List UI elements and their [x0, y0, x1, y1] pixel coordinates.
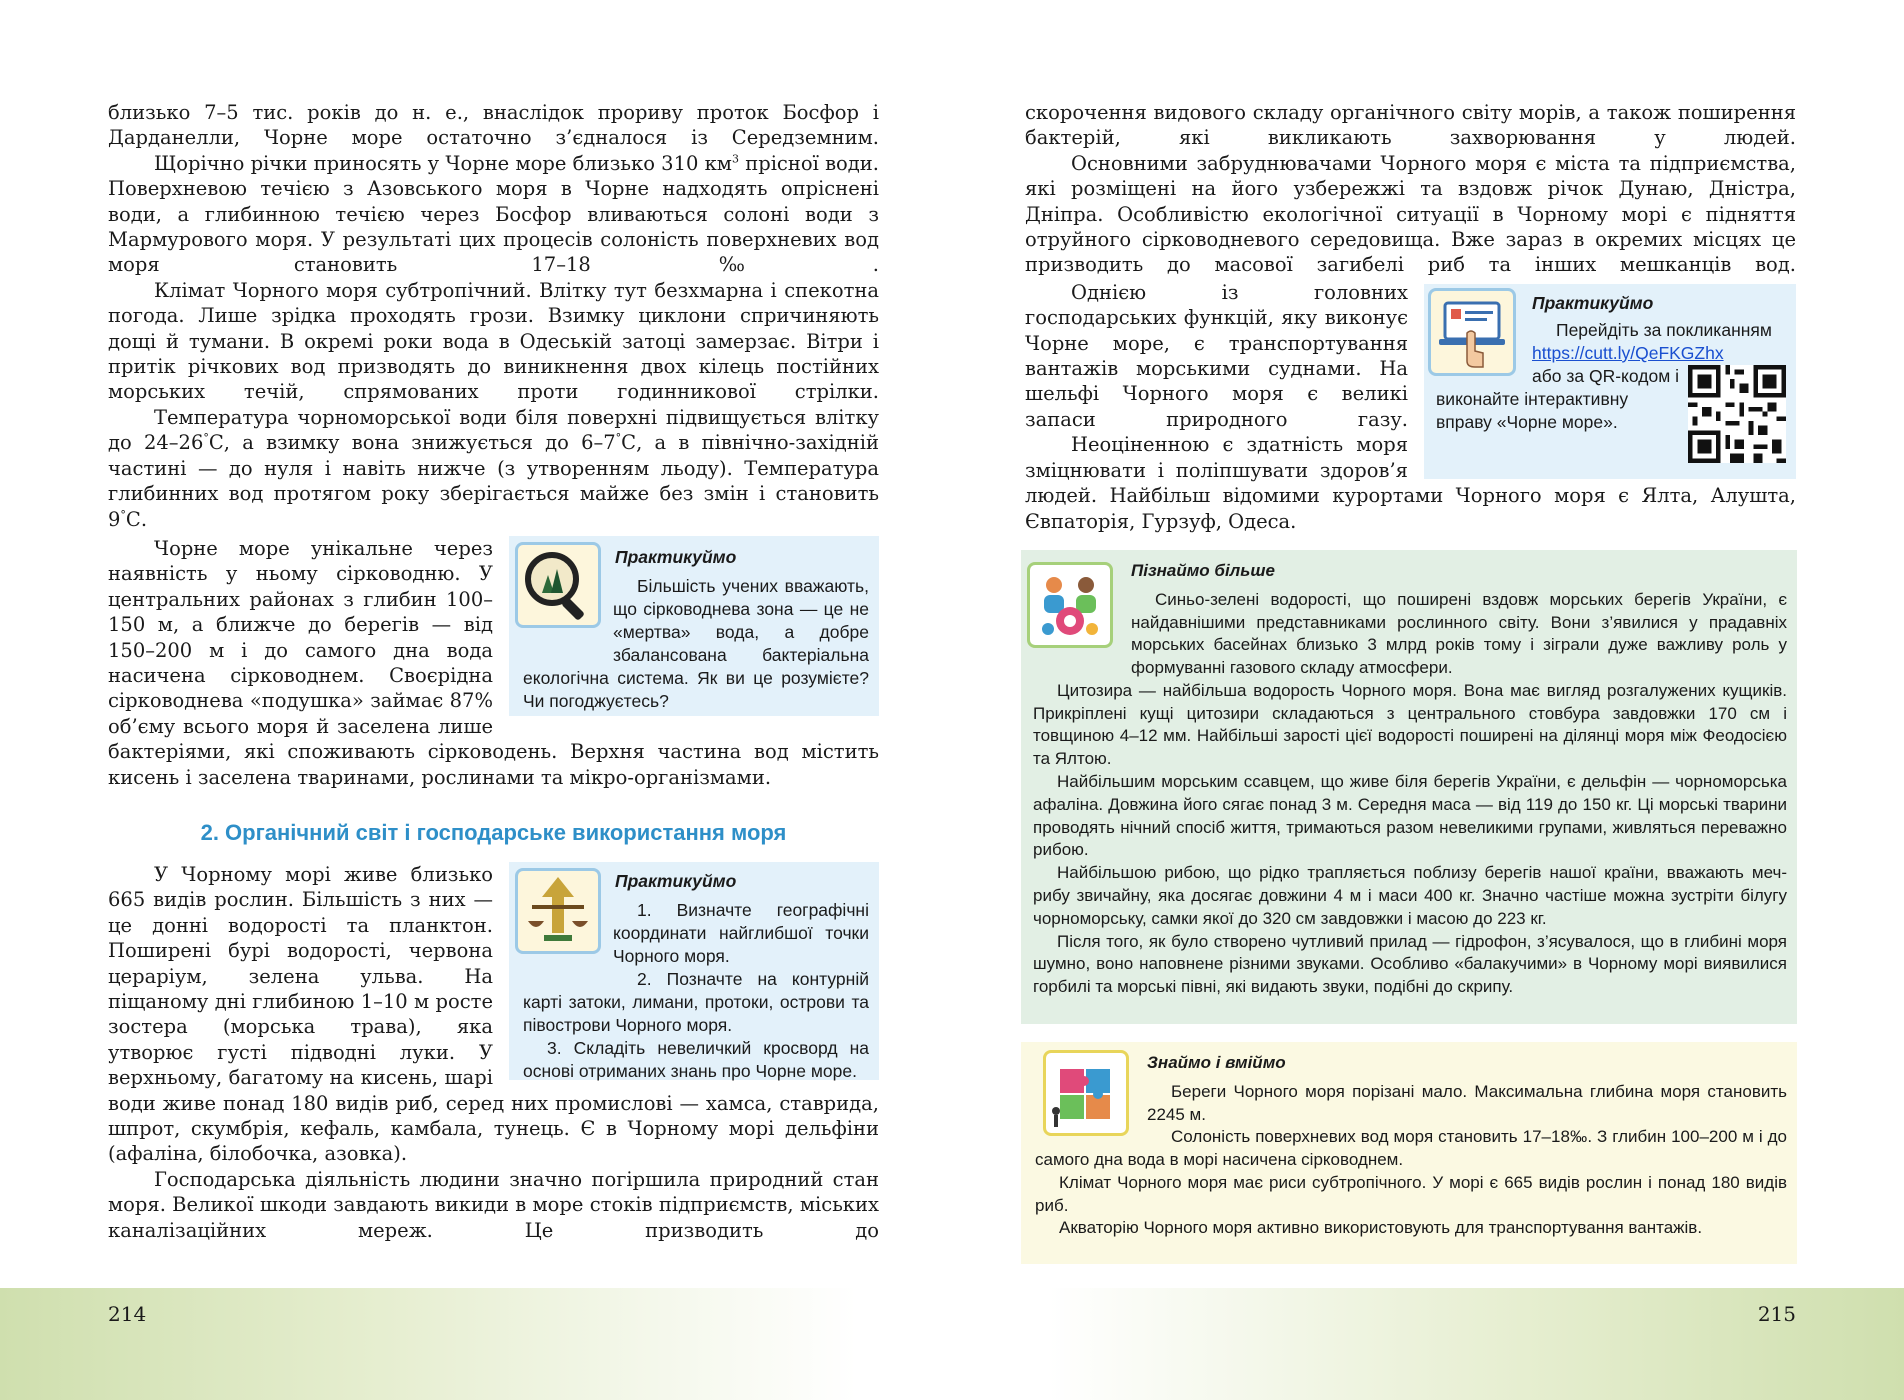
learn-more-paragraph-1: Синьо-зелені водорості, що поширені вздовж морських берегів України, є найдавнішими представниками рослинного світу. Вони з’явилися у прадавніх морських басейнах близько 3 млрд років тому і зіграли дуже важливу роль у формуванні газового складу атмосфери. — [1131, 589, 1787, 678]
practice-title: Практикуймо — [615, 546, 737, 567]
section-title: 2. Органічний світ і господарське використання моря — [200, 819, 787, 845]
know-paragraph-3: Клімат Чорного моря має риси субтропічного. У морі є 665 видів рослин і понад 180 видів риб. — [1035, 1172, 1787, 1215]
practice-title: Практикуймо — [615, 870, 737, 891]
qr-code-icon — [1688, 365, 1786, 463]
practice-link[interactable]: https://cutt.ly/QeFKGZhx — [1532, 342, 1724, 363]
paragraph-transport: Однією із головних господарських функцій, яку виконує Чорне море, є транспортування вантажів морськими суднами. На шельфі Чорного моря є великі запаси природного газу. — [1025, 280, 1408, 431]
practice-title: Практикуймо — [1532, 292, 1654, 313]
page-number-right: 215 — [1757, 1302, 1796, 1326]
paragraph-economic-impact: Господарська діяльність людини значно погіршила природний стан моря. Великої шкоди завдають викиди в море стоків підприємств, міських каналізаційних мереж. Це призводить до — [108, 1167, 879, 1242]
learn-more-paragraph-2: Цитозира — найбільша водорость Чорного моря. Вона має вигляд розгалужених кущиків. Прикріплені кущі цитозири складаються з центрального стовбура завдовжки 170 см і товщиною 4–12 мм. Найбільші зарості цієї водорості поширені на ділянці моря між Феодосією та Ялтою. — [1033, 680, 1787, 769]
paragraph-resorts: Неоціненною є здатність моря зміцнювати і поліпшувати здоров’я людей. Найбільш відомими курортами Чорного моря є Ялта, Алушта, Євпаторія, Гурзуф, Одеса. — [1025, 433, 1796, 533]
scales-arrow-icon — [515, 868, 601, 954]
practice-item-1: 1. Визначте географічні координати найглибшої точки Чорного моря. — [613, 899, 869, 966]
people-network-icon — [1027, 562, 1113, 648]
hydrogen-sulfide-block — [108, 536, 879, 790]
right-page-column — [1025, 100, 1796, 1264]
know-paragraph-1: Береги Чорного моря порізані мало. Максимальна глибина моря становить 2245 м. — [1147, 1081, 1787, 1124]
paragraph-climate: Клімат Чорного моря субтропічний. Влітку тут безхмарна і спекотна погода. Лише зрідка проходять грози. Взимку циклони спричиняють дощі й тумани. В окремі роки вода в Одеській затоці замерзає. Вітри і притік річкових вод призводять до виникнення двох кілець постійних морських течій, спрямованих проти годинникової стрілки. — [108, 278, 879, 404]
paragraph-sulfide: Чорне море унікальне через наявність у ньому сірководню. У центральних районах з глибин 100–150 м, а ближче до берегів — від 150–200 м і до самого дна вода насичена сірководнем. Своєрідна сірководнева «подушка» займає 87% об’єму всього моря й заселена лише бактеріями, які споживають сірководень. Верхня частина вод містить кисень і заселена тваринами, рослинами та мікро-організмами. — [108, 536, 879, 789]
paragraph-temperature: Температура чорноморської води біля поверхні підвищується влітку до 24–26°С, а взимку вона знижується до 6–7°С, а в північно-західній частині — до нуля і навіть нижче (з утворенням льоду). Температура глибинних вод протягом року зберігається майже без змін і становить 9°С. — [108, 405, 879, 531]
magnifier-forest-icon — [515, 542, 601, 628]
paragraph-rivers: Щорічно річки приносять у Чорне море близько 310 $км^3$ прісної води. Поверхневою течією з Азовського моря в Чорне надходять опріснені води, а глибинною течією через Босфор вливаються солоні води з Мармурового моря. У результаті цих процесів солоність поверхневих вод моря становить 17–18‰. — [108, 151, 879, 277]
learn-more-paragraph-4: Найбільшою рибою, що рідко трапляється поблизу берегів нашої країни, вважають меч-рибу звичайну, яка досягає довжини 4 м і маси 400 кг. Значно частіше можна зустріти білугу чорноморську, самки якої до 320 см завдовжки і масою до 223 кг. — [1033, 863, 1787, 928]
paragraph-bosphorus: близько 7–5 тис. років до н. е., внаслідок прориву проток Босфор і Дарданелли, Чорне море остаточно з’єдналося із Середземним. — [108, 101, 879, 150]
learn-more-box — [1021, 550, 1797, 1024]
learn-more-paragraph-5: Після того, як було створено чутливий прилад — гідрофон, з’ясувалося, що в глибині моря шумно, воно наповнене різними звуками. Особливо «балакучими» в Чорному морі виявилися горбилі та морські півні, які видають звуки, подібні до скрипу. — [1033, 931, 1787, 997]
transport-block — [1025, 280, 1796, 534]
practice-box-link — [1424, 284, 1796, 479]
page-footer-band — [0, 1288, 1904, 1400]
organic-world-block — [108, 862, 879, 1167]
practice-link-intro: Перейдіть за покликанням — [1556, 319, 1772, 340]
know-and-can-box — [1021, 1042, 1797, 1264]
left-page-column — [108, 100, 879, 1243]
page-number-left: 214 — [108, 1302, 147, 1326]
know-paragraph-4: Акваторію Чорного моря активно використовують для транспортування вантажів. — [1059, 1218, 1703, 1238]
puzzle-people-icon — [1043, 1050, 1129, 1136]
practice-text: Більшість учених вважають, що сірководнева зона — це не «мертва» вода, а добре збалансована бактеріальна екологічна система. Як ви це розумієте? Чи погоджуєтесь? — [523, 575, 869, 711]
practice-box-map — [509, 862, 879, 1080]
practice-item-2: 2. Позначте на контурній карті затоки, лимани, протоки, острови та півострови Чорного моря. — [523, 968, 869, 1035]
laptop-hand-icon — [1428, 288, 1516, 376]
practice-item-3: 3. Складіть невеличкий кросворд на основі отриманих знань про Чорне море. — [523, 1037, 869, 1081]
practice-box-sulfide — [509, 536, 879, 716]
learn-more-title: Пізнаймо більше — [1131, 560, 1275, 580]
know-title: Знаймо і вміймо — [1147, 1052, 1286, 1072]
learn-more-paragraph-3: Найбільшим морським ссавцем, що живе біля берегів України, є дельфін — чорноморська афаліна. Довжина його сягає понад 3 м. Середня маса — від 119 до 150 кг. Ці морські тварини проводять нічний спосіб життя, тримаються разом невеликими групами, живляться переважно рибою. — [1033, 772, 1787, 860]
know-paragraph-2: Солоність поверхневих вод моря становить 17–18‰. З глибин 100–200 м і до самого дна вода в морі насичена сірководнем. — [1035, 1127, 1787, 1170]
paragraph-reduction: скорочення видового складу органічного світу морів, а також поширення бактерій, які викликають захворювання у людей. — [1025, 101, 1796, 150]
paragraph-pollutants: Основними забруднювачами Чорного моря є міста та підприємства, які розміщені на його узбережжі та вздовж річок Дунаю, Дністра, Дніпра. Особливістю екологічної ситуації в Чорному морі є підняття отруйного сірководневого середовища. Вже зараз в окремих місцях це призводить до масової загибелі риб та інших мешканців вод. — [1025, 151, 1796, 277]
practice-link-outro: або за QR-кодом і виконайте інтерактивну вправу «Чорне море». — [1436, 365, 1679, 432]
paragraph-flora-fauna: У Чорному морі живе близько 665 видів рослин. Більшість з них — це донні водорості та планктон. Поширені бурі водорості, червона цераріум, зелена ульва. На піщаному дні глибиною 1–10 м росте зостера (морська трава), яка утворює густі підводні луки. У верхньому, багатому на кисень, шарі води живе понад 180 видів риб, серед них промислові — хамса, ставрида, шпрот, скумбрія, кефаль, камбала, тунець. Є в Чорному морі дельфіни (афаліна, білобочка, азовка). — [108, 862, 879, 1166]
